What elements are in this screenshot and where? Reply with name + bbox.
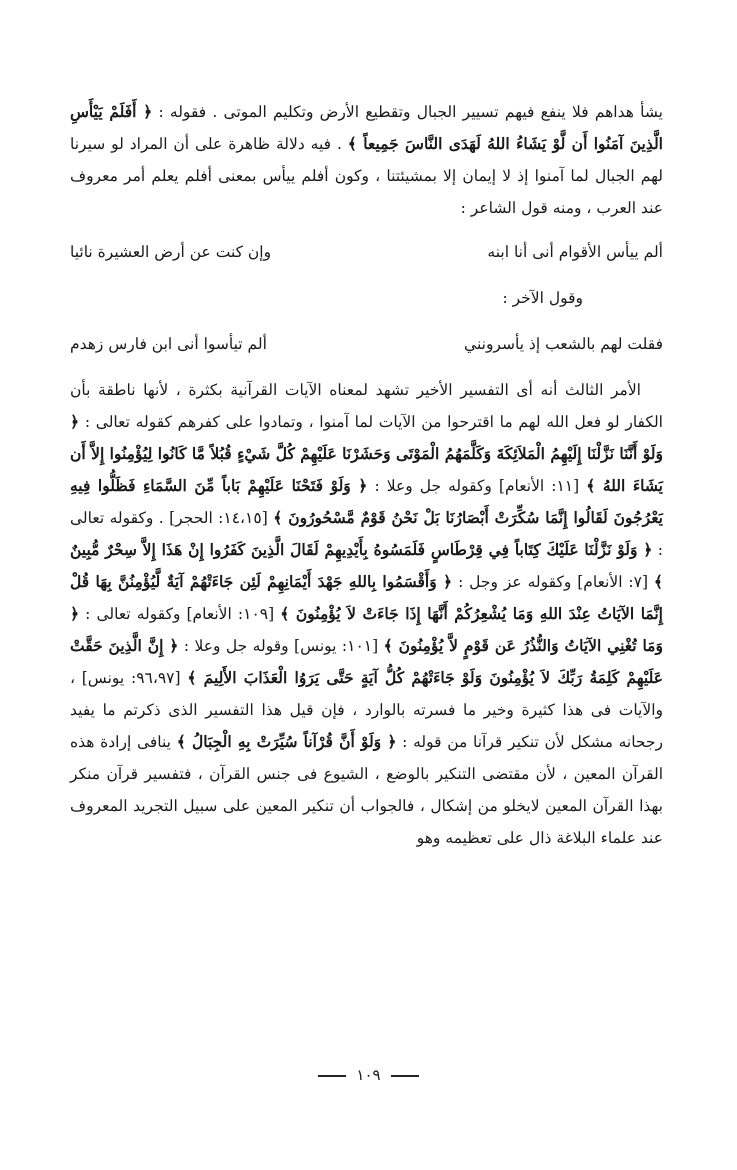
paragraph-1 xyxy=(70,96,663,224)
verse-7-reference: [٩٦،٩٧: يونس] ، والآيات فى هذا كثيرة وخير ما فسرته بالوارد ، فإن قيل هذا التفسير الذى ذكرتم ما يفيد رجحانه مشكل لأن تنكير قرآنا من قوله : xyxy=(70,669,663,751)
quran-verse-8: ﴿ وَلَوْ أَنَّ قُرْآناً سُيِّرَتْ بِهِ الْجِبَالُ ﴾ xyxy=(176,732,397,751)
paragraph-1-text-a: يشأ هداهم فلا ينفع فيهم تسيير الجبال وتقطيع الأرض وتكليم الموتى . فقوله : xyxy=(158,103,663,121)
page-number-value: ١٠٩ xyxy=(356,1066,381,1084)
quran-verse-6: ﴿ وَمَا تُغْنِي الآيَاتُ وَالنُّذُرُ عَن قَوْمٍ لاَّ يُؤْمِنُونَ ﴾ xyxy=(70,604,663,655)
poem-1-first-hemistich: ألم ييأس الأقوام أنى أنا ابنه xyxy=(487,243,663,261)
quran-verse-2: ﴿ وَلَوْ أَنَّنَا نَزَّلْنَا إِلَيْهِمُ الْمَلاَئِكَةَ وَكَلَّمَهُمُ الْمَوْتَى وَحَشَرْنَا عَلَيْهِمْ كُلَّ شَيْءٍ قُبُلاً مَّا كَانُوا لِيُؤْمِنُوا إِلاَّ أَن يَشَاءَ اللهُ ﴾ xyxy=(70,412,663,495)
quran-verse-1: ﴿ أَفَلَمْ يَيْأَسِ الَّذِينَ آمَنُوا أَن لَّوْ يَشَاءُ اللهُ لَهَدَى النَّاسَ جَمِيعاً ﴾ xyxy=(70,102,663,153)
verse-2-reference: [١١: الأنعام] وكقوله جل وعلا : xyxy=(374,477,580,495)
verse-6-reference: [١٠١: يونس] وقوله جل وعلا : xyxy=(183,637,379,655)
quran-verse-5: ﴿ وَأَقْسَمُوا بِاللهِ جَهْدَ أَيْمَانِهِمْ لَئِن جَاءَتْهُمْ آيَةٌ لَّيُؤْمِنُنَّ بِهَا قُلْ إِنَّمَا الآيَاتُ عِنْدَ اللهِ وَمَا يُشْعِرُكُمْ أَنَّهَا إِذَا جَاءَتْ لاَ يُؤْمِنُونَ ﴾ xyxy=(70,572,663,623)
quran-verse-7: ﴿ إِنَّ الَّذِينَ حَقَّتْ عَلَيْهِمْ كَلِمَةُ رَبِّكَ لاَ يُؤْمِنُونَ وَلَوْ جَاءَتْهُمْ كُلُّ آيَةٍ حَتَّى يَرَوُا الْعَذَابَ الأَلِيمَ ﴾ xyxy=(70,636,663,687)
paragraph-3 xyxy=(70,374,663,854)
paragraph-3-text-1: الأمر الثالث أنه أى التفسير الأخير تشهد لمعناه الآيات القرآنية بكثرة ، لأنها ناطقة بأن الكفار لو فعل الله لهم ما اقترحوا من الآيات لما آمنوا ، وتمادوا على كفرهم كقوله تعالى : xyxy=(70,381,663,431)
poem-2-first-hemistich: فقلت لهم بالشعب إذ يأسرونني xyxy=(464,335,663,353)
page-number-dash-right xyxy=(391,1075,419,1077)
second-poet-intro: وقول الآخر : xyxy=(502,289,583,307)
poem-1-second-hemistich: وإن كنت عن أرض العشيرة نائيا xyxy=(70,243,272,261)
poem-2-second-hemistich: ألم تيأسوا أنى ابن فارس زهدم xyxy=(70,335,267,353)
poem-line-1 xyxy=(70,236,663,268)
verse-3-reference: [١٤،١٥: الحجر] . وكقوله تعالى : xyxy=(70,509,663,559)
verse-4-reference: [٧: الأنعام] وكقوله عز وجل : xyxy=(458,573,649,591)
poem-line-2 xyxy=(70,328,663,360)
quran-verse-4: ﴿ وَلَوْ نَزَّلْنَا عَلَيْكَ كِتَاباً فِي قِرْطَاسٍ فَلَمَسُوهُ بِأَيْدِيهِمْ لَقَالَ الَّذِينَ كَفَرُوا إِنْ هَذَا إِلاَّ سِحْرٌ مُّبِينٌ ﴾ xyxy=(70,540,664,591)
verse-5-reference: [١٠٩: الأنعام] وكقوله تعالى : xyxy=(85,605,275,623)
page-number-dash-left xyxy=(318,1075,346,1077)
quran-verse-3: ﴿ وَلَوْ فَتَحْنَا عَلَيْهِمْ بَاباً مِّنَ السَّمَاءِ فَظَلُّوا فِيهِ يَعْرُجُونَ لَقَالُوا إِنَّمَا سُكِّرَتْ أَبْصَارُنَا بَلْ نَحْنُ قَوْمٌ مَّسْحُورُونَ ﴾ xyxy=(70,476,663,527)
paragraph-3-text-2: ينافى إرادة هذه القرآن المعين ، لأن مقتضى التنكير بالوضع ، الشيوع فى جنس القرآن ، فتفسير قرآن منكر بهذا القرآن المعين لايخلو من إشكال ، فالجواب أن تنكير المعين على سبيل التجريد المعروف عند علماء البلاغة ذال على تعظيمه وهو xyxy=(70,733,663,847)
page-number xyxy=(0,1066,737,1084)
paragraph-1-text-b: . فيه دلالة ظاهرة على أن المراد لو سيرنا لهم الجبال لما آمنوا إذ لا إيمان إلا بمشيئتنا ، وكون أفلم ييأس بمعنى أفلم يعلم أمر معروف عند العرب ، ومنه قول الشاعر : xyxy=(70,135,663,217)
